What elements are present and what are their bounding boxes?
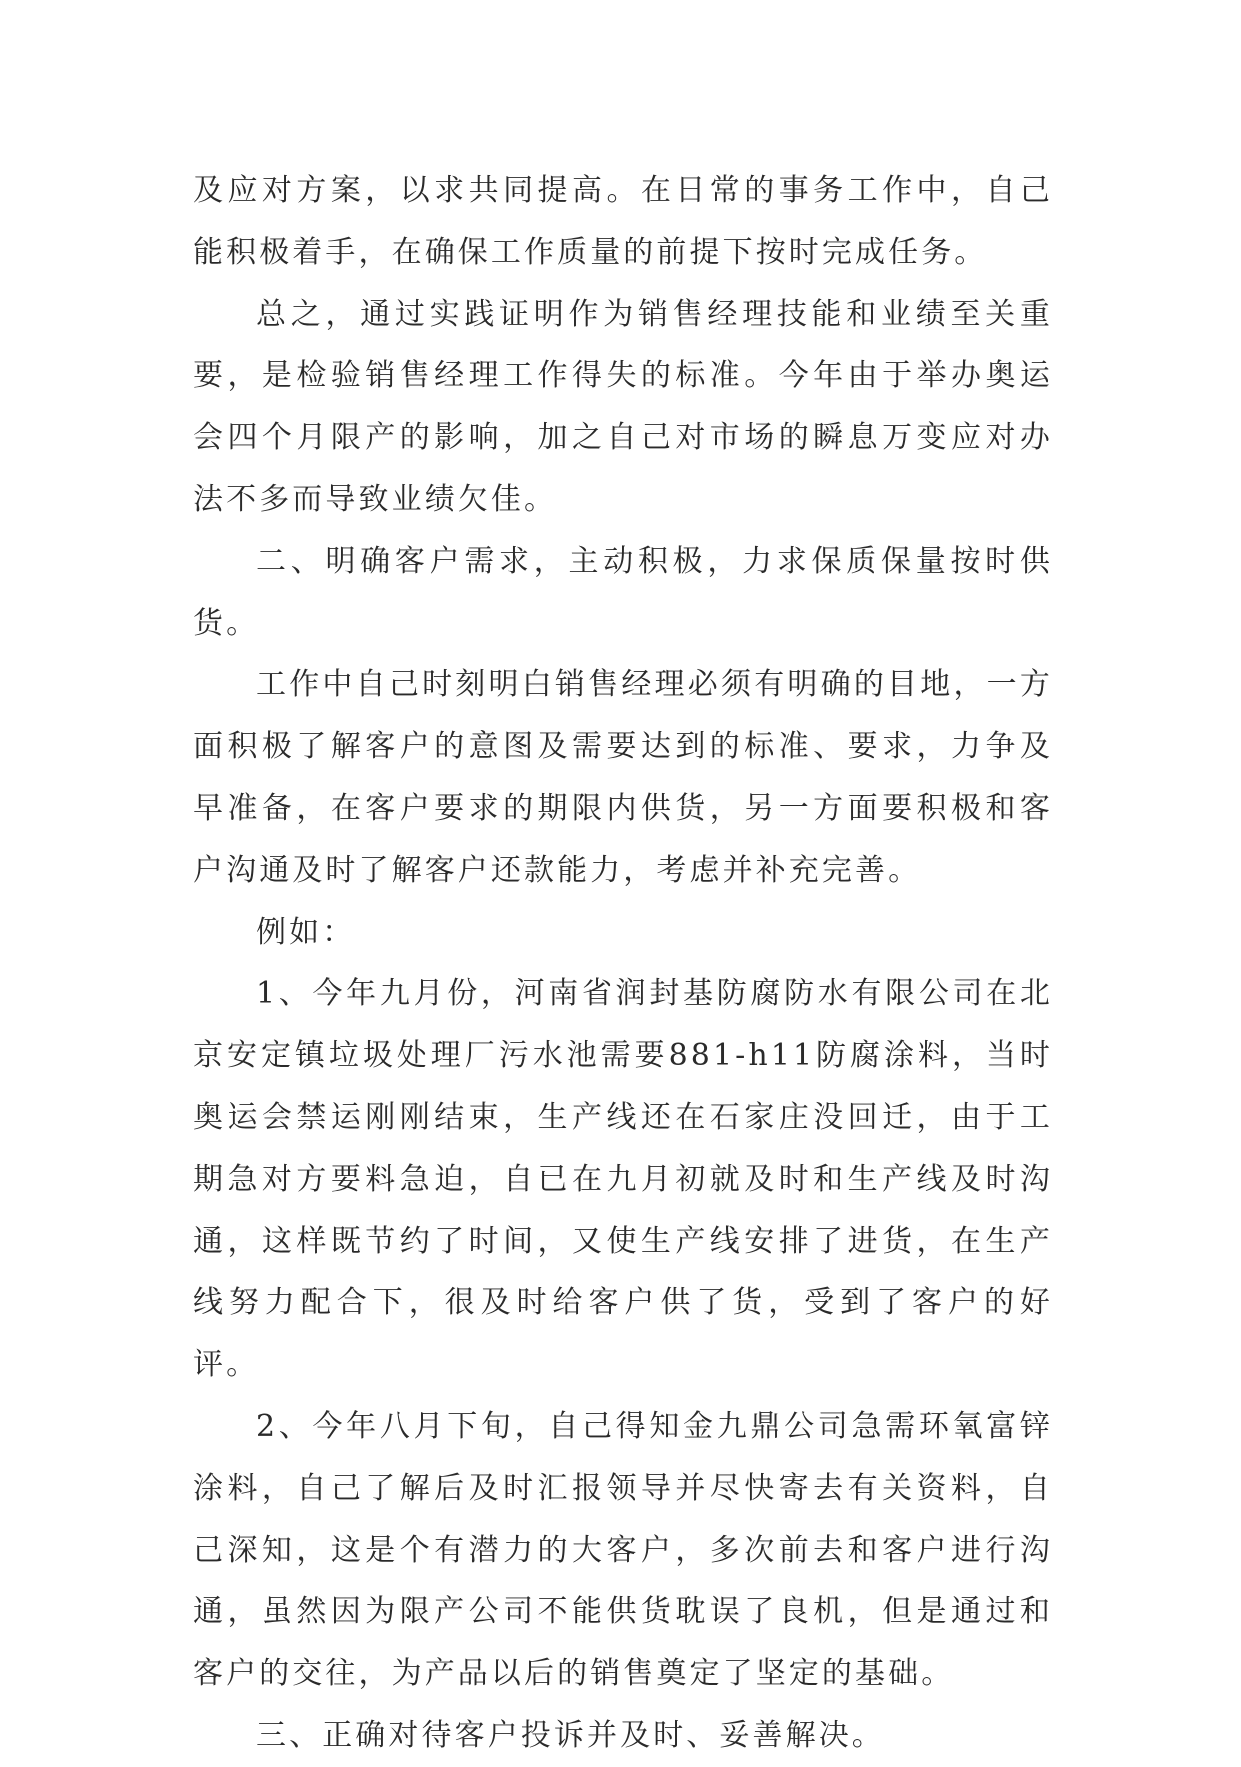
paragraph-3: 工作中自己时刻明白销售经理必须有明确的目地，一方面积极了解客户的意图及需要达到的标准、要求，力争及早准备，在客户要求的期限内供货，另一方面要积极和客户沟通及时了解客户还款能力，考虑并补充完善。 xyxy=(193,667,1053,888)
example-label: 例如： xyxy=(256,914,356,950)
example-1: 1、今年九月份，河南省润封基防腐防水有限公司在北京安定镇垃圾处理厂污水池需要881-h11防腐涂料，当时奥运会禁运刚刚结束，生产线还在石家庄没回迁，由于工期急对方要料急迫，自已在九月初就及时和生产线及时沟通，这样既节约了时间，又使生产线安排了进货，在生产线努力配合下，很及时给客户供了货，受到了客户的好评。 xyxy=(193,976,1053,1383)
section-heading-3: 三、正确对待客户投诉并及时、妥善解决。 xyxy=(256,1717,885,1753)
example-2: 2、今年八月下旬，自己得知金九鼎公司急需环氧富锌涂料，自己了解后及时汇报领导并尽快寄去有关资料，自己深知，这是个有潜力的大客户，多次前去和客户进行沟通，虽然因为限产公司不能供货耽误了良机，但是通过和客户的交往，为产品以后的销售奠定了坚定的基础。 xyxy=(193,1408,1053,1692)
document-body xyxy=(193,160,1053,1767)
paragraph-1: 及应对方案，以求共同提高。在日常的事务工作中，自己能积极着手，在确保工作质量的前提下按时完成任务。 xyxy=(193,173,1053,270)
section-heading-2: 二、明确客户需求，主动积极，力求保质保量按时供货。 xyxy=(193,543,1053,641)
paragraph-2: 总之，通过实践证明作为销售经理技能和业绩至关重要，是检验销售经理工作得失的标准。今年由于举办奥运会四个月限产的影响，加之自己对市场的瞬息万变应对办法不多而导致业绩欠佳。 xyxy=(193,296,1053,517)
